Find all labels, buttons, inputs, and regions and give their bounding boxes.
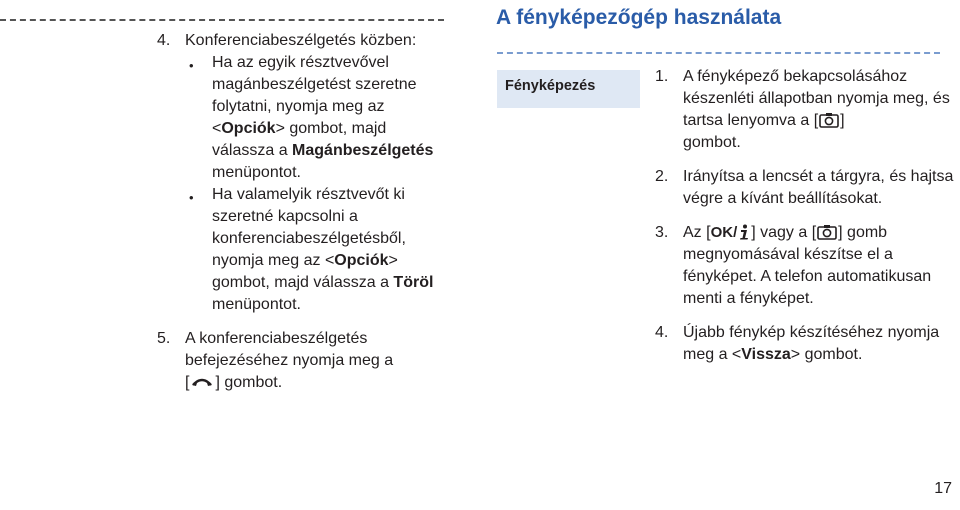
bullet-dot: •: [189, 58, 194, 73]
title-dashed-divider: [497, 52, 940, 54]
left-dashed-divider: [0, 19, 444, 21]
bullet-item: [157, 184, 447, 316]
camera-icon: [818, 112, 840, 129]
left-column: [157, 30, 447, 394]
item-number: 4.: [157, 32, 171, 49]
step-1: [655, 66, 955, 154]
camera-icon: [816, 224, 838, 241]
ok-key-label: OK/: [710, 224, 738, 241]
list-item-5: [157, 328, 447, 394]
bullet-dot: •: [189, 190, 194, 205]
section-label: Fényképezés: [497, 70, 640, 108]
menu-private-call: Magánbeszélgetés: [292, 142, 434, 159]
step-text: A fényképező bekapcsolásához készenléti állapotban nyomja meg, és tartsa lenyomva a [ ] gombot.: [683, 68, 950, 151]
menu-remove: Töröl: [393, 274, 434, 291]
page-title: A fényképezőgép használata: [496, 6, 782, 29]
bullet-text: Ha valamelyik résztvevőt ki szeretné kapcsolni a konferenciabeszélgetésből, nyomja meg az <Opciók> gombot, majd válassza a Töröl menüpontot.: [212, 186, 434, 313]
right-column: [655, 66, 955, 366]
phone-end-icon: [189, 374, 215, 391]
step-4: [655, 322, 955, 366]
step-2: [655, 166, 955, 210]
item-intro: Konferenciabeszélgetés közben:: [185, 32, 417, 49]
step-text: Irányítsa a lencsét a tárgyra, és hajtsa végre a kívánt beállításokat.: [683, 168, 954, 207]
step-text: Újabb fénykép készítéséhez nyomja meg a <Vissza> gombot.: [683, 324, 940, 363]
softkey-options: Opciók: [221, 120, 276, 137]
step-number: 1.: [655, 68, 669, 85]
info-icon: [737, 224, 751, 241]
bullet-item: [157, 52, 447, 184]
item-text: A konferenciabeszélgetés befejezéséhez nyomja meg a [ ] gombot.: [185, 330, 394, 391]
step-number: 2.: [655, 168, 669, 185]
step-number: 4.: [655, 324, 669, 341]
bullet-text: Ha az egyik résztvevővel magánbeszélgetést szeretne folytatni, nyomja meg az <Opciók> gombot, majd válassza a Magánbeszélgetés menüpontot.: [212, 54, 434, 181]
step-text: Az [OK/ ] vagy a [ ] gomb megnyomásával készítse el a fényképet. A telefon automatikusan menti a fényképet.: [683, 224, 932, 307]
list-item-4: [157, 30, 447, 52]
step-3: [655, 222, 955, 310]
item-number: 5.: [157, 330, 171, 347]
page-number: 17: [934, 480, 952, 497]
step-number: 3.: [655, 224, 669, 241]
softkey-options: Opciók: [334, 252, 389, 269]
softkey-back: Vissza: [741, 346, 791, 363]
